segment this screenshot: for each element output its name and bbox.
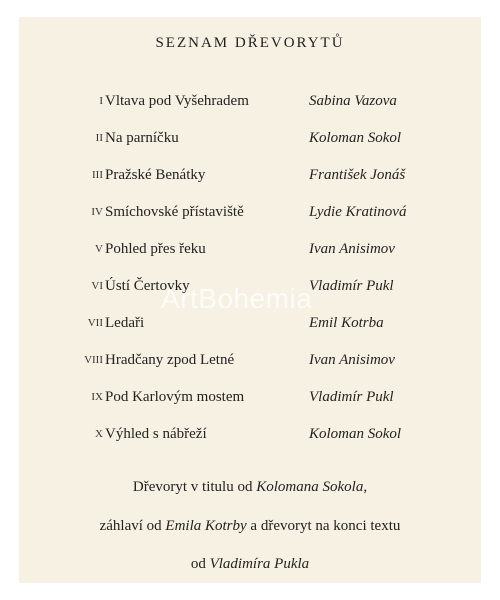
- colophon-text: ,: [363, 479, 368, 495]
- list-item: [19, 238, 481, 260]
- book-page: [19, 17, 481, 583]
- entry-number: IV: [91, 206, 103, 218]
- entry-number: VII: [87, 317, 103, 329]
- entry-number: II: [95, 132, 103, 144]
- entry-author: František Jonáš: [309, 167, 406, 183]
- list-item: [19, 164, 481, 186]
- colophon-name: Emila Kotrby: [165, 518, 247, 534]
- list-item: [19, 127, 481, 149]
- list-item: [19, 201, 481, 223]
- entry-number: I: [99, 95, 103, 107]
- entry-title: Pod Karlovým mostem: [105, 389, 245, 405]
- colophon-text: záhlaví od: [99, 518, 166, 534]
- entry-title: Ústí Čertovky: [105, 278, 190, 294]
- entry-author: Emil Kotrba: [309, 315, 384, 331]
- list-item: [19, 423, 481, 445]
- list-item: [19, 90, 481, 112]
- entry-author: Vladimír Pukl: [309, 278, 394, 294]
- colophon-text: Dřevoryt v titulu od: [132, 479, 257, 495]
- watermark: ArtBohemia: [161, 283, 313, 314]
- entry-author: Ivan Anisimov: [309, 352, 395, 368]
- entry-title: Pražské Benátky: [105, 167, 206, 183]
- entry-title: Ledaři: [105, 315, 145, 331]
- colophon-line-1: [19, 479, 481, 496]
- entry-number: VIII: [84, 354, 103, 366]
- colophon-line-3: [19, 556, 481, 573]
- list-item: [19, 386, 481, 408]
- entry-title: Hradčany zpod Letné: [105, 352, 235, 368]
- colophon-text: a dřevoryt na konci textu: [246, 518, 401, 534]
- entry-title: Pohled přes řeku: [105, 241, 206, 257]
- entry-number: III: [92, 169, 103, 181]
- page-title: SEZNAM DŘEVORYTŮ: [155, 35, 345, 51]
- entry-number: X: [95, 428, 103, 440]
- entry-title: Smíchovské přístaviště: [105, 204, 244, 220]
- entry-author: Koloman Sokol: [309, 426, 402, 442]
- entry-author: Sabina Vazova: [309, 93, 397, 109]
- entry-title: Výhled s nábřeží: [105, 426, 207, 442]
- entry-author: Ivan Anisimov: [309, 241, 395, 257]
- entry-number: IX: [91, 391, 103, 403]
- entry-author: Lydie Kratinová: [309, 204, 407, 220]
- entry-number: V: [95, 243, 103, 255]
- list-item: [19, 312, 481, 334]
- entry-author: Vladimír Pukl: [309, 389, 394, 405]
- entry-author: Koloman Sokol: [309, 130, 402, 146]
- colophon-name: Vladimíra Pukla: [209, 556, 310, 572]
- list-item: [19, 349, 481, 371]
- colophon-name: Kolomana Sokola: [256, 479, 364, 495]
- colophon-text: od: [190, 556, 210, 572]
- list-item: [19, 275, 481, 297]
- entry-title: Vltava pod Vyšehradem: [105, 93, 249, 109]
- colophon-line-2: [19, 518, 481, 535]
- entry-title: Na parníčku: [105, 130, 179, 146]
- entry-number: VI: [91, 280, 103, 292]
